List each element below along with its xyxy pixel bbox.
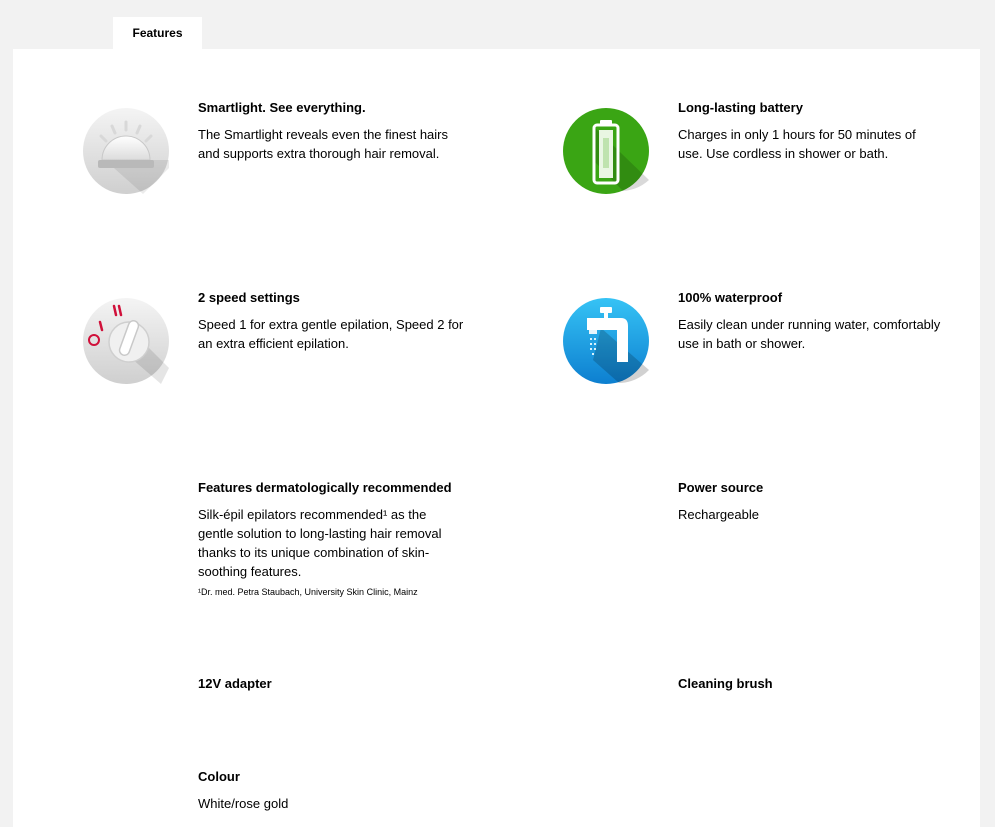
feature-description: The Smartlight reveals even the finest hairs and supports extra thorough hair removal.	[198, 127, 449, 161]
feature-smartlight	[198, 100, 473, 163]
feature-description: Speed 1 for extra gentle epilation, Speed 2 for an extra efficient epilation.	[198, 317, 464, 351]
feature-title: Features dermatologically recommended	[198, 480, 452, 495]
feature-title: Colour	[198, 769, 240, 784]
feature-title: 12V adapter	[198, 676, 272, 691]
feature-description: Silk-épil epilators recommended¹ as the gentle solution to long-lasting hair removal thanks to its unique combination of skin-soothing features.	[198, 507, 442, 579]
feature-speed-settings	[198, 290, 473, 353]
feature-description: Charges in only 1 hours for 50 minutes of use. Use cordless in shower or bath.	[678, 127, 916, 161]
tab-features[interactable]: Features	[113, 17, 202, 49]
feature-description: White/rose gold	[198, 796, 289, 811]
feature-colour	[198, 769, 473, 813]
feature-cleaning-brush	[678, 676, 953, 692]
feature-waterproof	[678, 290, 943, 353]
feature-12v-adapter	[198, 676, 473, 692]
feature-title: Smartlight. See everything.	[198, 100, 366, 115]
feature-power-source	[678, 480, 953, 524]
feature-title: 2 speed settings	[198, 290, 300, 305]
speed-dial-icon	[83, 298, 169, 384]
feature-dermatologically-recommended	[198, 480, 463, 599]
feature-title: Power source	[678, 480, 764, 495]
battery-icon	[563, 108, 649, 194]
waterproof-faucet-icon	[563, 298, 649, 384]
feature-battery	[678, 100, 943, 163]
feature-title: 100% waterproof	[678, 290, 783, 305]
feature-footnote: ¹Dr. med. Petra Staubach, University Skin Clinic, Mainz	[198, 587, 418, 597]
feature-description: Rechargeable	[678, 507, 759, 522]
feature-title: Cleaning brush	[678, 676, 773, 691]
feature-title: Long-lasting battery	[678, 100, 803, 115]
smartlight-icon	[83, 108, 169, 194]
feature-description: Easily clean under running water, comfortably use in bath or shower.	[678, 317, 941, 351]
